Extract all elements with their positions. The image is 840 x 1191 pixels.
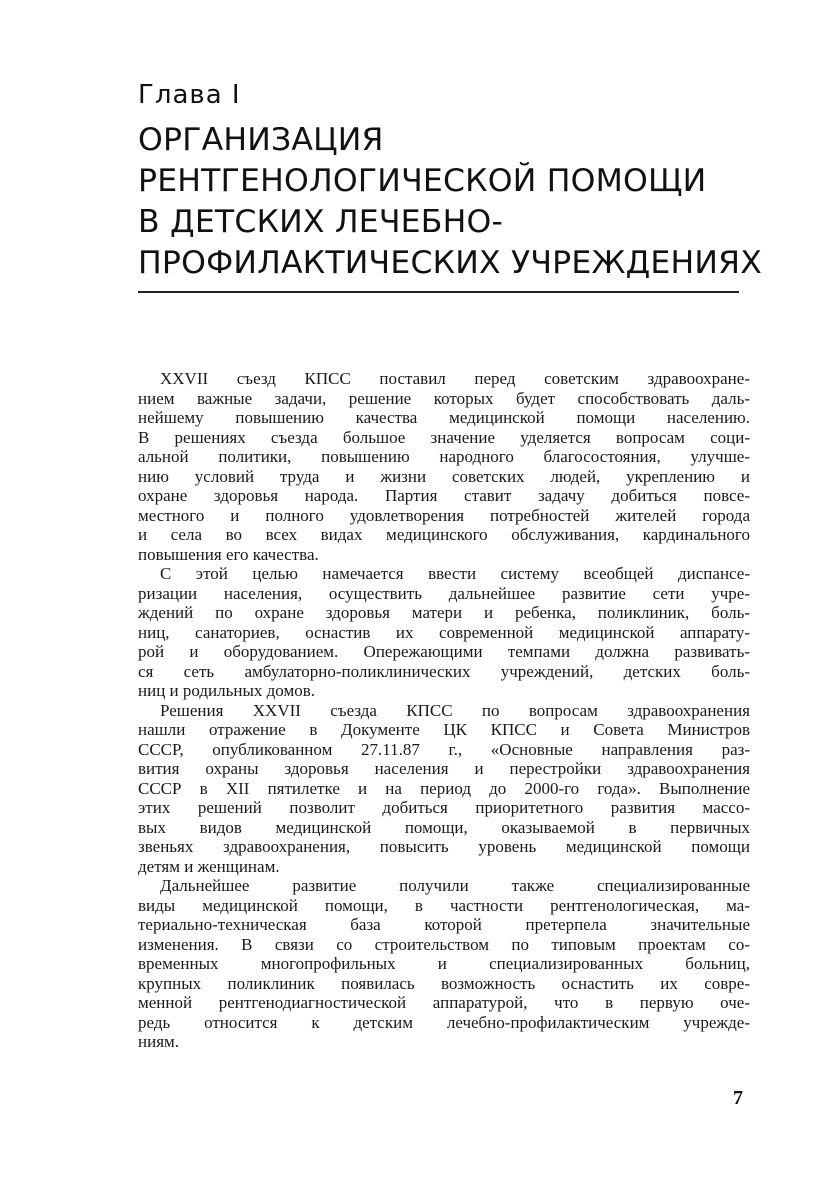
chapter-title-line: ОРГАНИЗАЦИЯ bbox=[138, 122, 384, 158]
text-line: этих решений позволит добиться приоритетного развития массо- bbox=[138, 798, 750, 817]
text-line: вых видов медицинской помощи, оказываемой в первичных bbox=[138, 817, 750, 837]
text-line: ся сеть амбулаторно-поликлинических учреждений, детских боль- bbox=[138, 661, 750, 681]
text-line: вития охраны здоровья населения и перестройки здравоохранения bbox=[138, 759, 750, 778]
text-line: нашли отражение в Документе ЦК КПСС и Совета Министров bbox=[138, 720, 750, 739]
text-line: СССР, опубликованном 27.11.87 г., «Основные направления раз- bbox=[138, 739, 750, 759]
text-line: изменения. В связи со строительством по типовым проектам со- bbox=[138, 934, 750, 954]
text-line: В решениях съезда большое значение уделяется вопросам соци- bbox=[138, 427, 750, 447]
text-line: ниям. bbox=[138, 1032, 180, 1051]
text-line: нейшему повышению качества медицинской помощи населению. bbox=[138, 408, 750, 427]
text-line: рой и оборудованием. Опережающими темпами должна развивать- bbox=[138, 642, 750, 661]
text-line: ждений по охране здоровья матери и ребенка, поликлиник, боль- bbox=[138, 603, 750, 622]
chapter-title-line: ПРОФИЛАКТИЧЕСКИХ УЧРЕЖДЕНИЯХ bbox=[138, 245, 763, 281]
text-line: С этой целью намечается ввести систему всеобщей диспансе- bbox=[160, 564, 750, 583]
text-line: териально-техническая база которой претерпела значительные bbox=[138, 915, 750, 934]
text-line: повышения его качества. bbox=[138, 544, 319, 564]
text-line: охране здоровья народа. Партия ставит задачу добиться повсе- bbox=[138, 486, 750, 505]
text-line: редь относится к детским лечебно-профилактическим учрежде- bbox=[138, 1012, 750, 1032]
title-divider bbox=[138, 291, 739, 293]
text-line: Дальнейшее развитие получили также специализированные bbox=[160, 876, 750, 895]
text-line: XXVII съезд КПСС поставил перед советским здравоохране- bbox=[160, 369, 750, 388]
text-line: и села во всех видах медицинского обслуживания, кардинального bbox=[138, 525, 750, 544]
chapter-title-line: РЕНТГЕНОЛОГИЧЕСКОЙ ПОМОЩИ bbox=[138, 163, 707, 199]
chapter-title-line: В ДЕТСКИХ ЛЕЧЕБНО- bbox=[138, 204, 504, 240]
text-line: крупных поликлиник появилась возможность оснастить их совре- bbox=[138, 973, 750, 993]
chapter-title bbox=[138, 120, 762, 284]
text-line: Решения XXVII съезда КПСС по вопросам здравоохранения bbox=[160, 700, 750, 720]
text-line: СССР в XII пятилетке и на период до 2000-го года». Выполнение bbox=[138, 778, 750, 798]
text-line: менной рентгенодиагностической аппаратурой, что в первую оче- bbox=[138, 993, 750, 1012]
text-line: ниц и родильных домов. bbox=[138, 681, 316, 700]
body-text bbox=[138, 369, 750, 1052]
text-line: альной политики, повышению народного благосостояния, улучше- bbox=[138, 447, 750, 466]
text-line: звеньях здравоохранения, повысить уровень медицинской помощи bbox=[138, 837, 750, 856]
text-line: ризации населения, осуществить дальнейшее развитие сети учре- bbox=[138, 583, 750, 603]
text-line: местного и полного удовлетворения потребностей жителей города bbox=[138, 505, 750, 525]
text-line: нию условий труда и жизни советских людей, укреплению и bbox=[138, 466, 750, 486]
chapter-label: Глава I bbox=[138, 80, 241, 110]
text-line: детям и женщинам. bbox=[138, 856, 280, 876]
page-number: 7 bbox=[733, 1087, 743, 1109]
text-line: ниц, санаториев, оснастив их современной медицинской аппарату- bbox=[138, 622, 750, 642]
text-line: нием важные задачи, решение которых будет способствовать даль- bbox=[138, 388, 750, 408]
text-line: виды медицинской помощи, в частности рентгенологическая, ма- bbox=[138, 895, 750, 915]
text-line: временных многопрофильных и специализированных больниц, bbox=[138, 954, 750, 973]
